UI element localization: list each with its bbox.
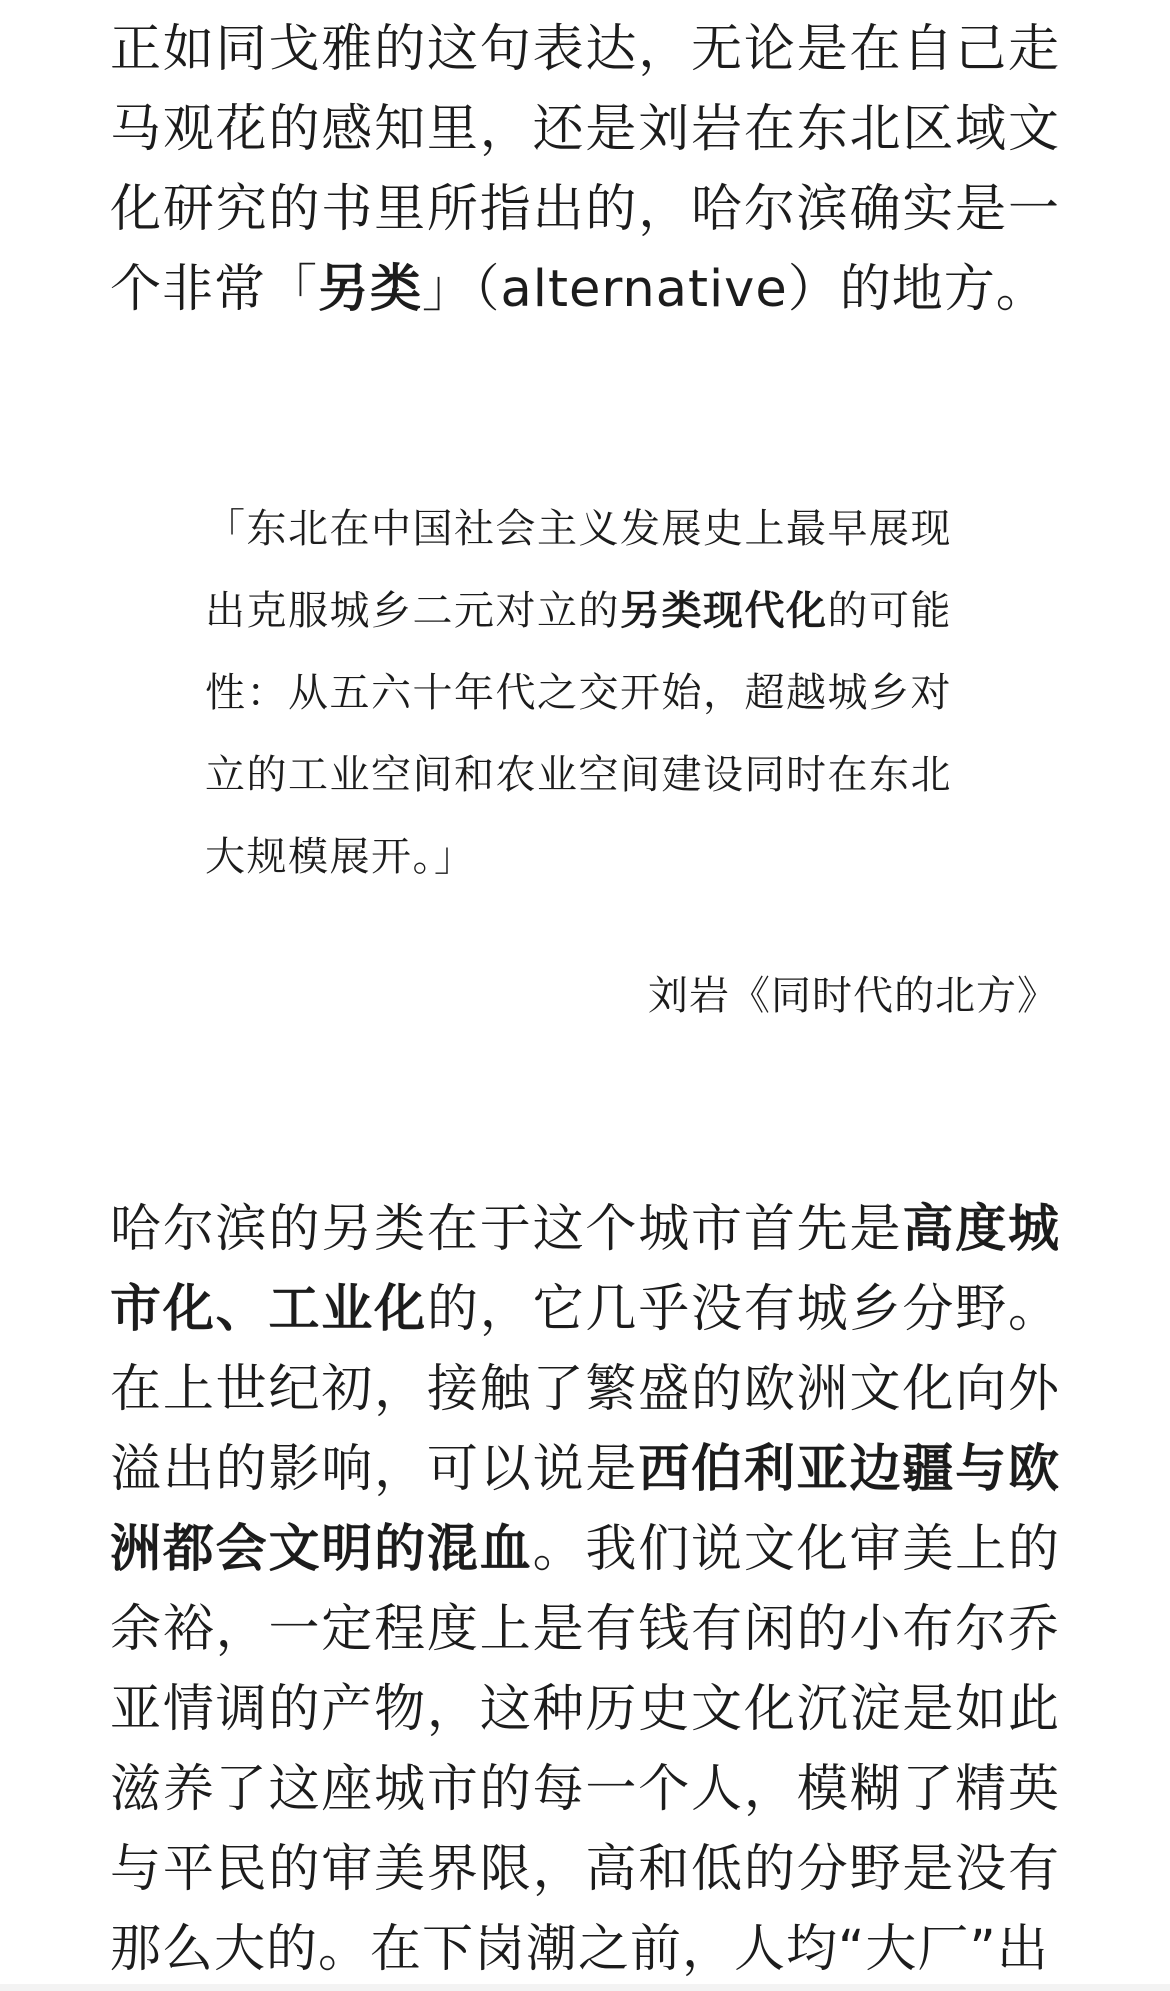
quote-text: 的可能性：从五六十年代之交开始，超越城乡对立的工业空间和农业空间建设同时在东北大规模展开。」 bbox=[205, 588, 952, 880]
bold-emphasis: 高度城市化、工业化 bbox=[110, 1200, 1060, 1339]
quote-text: 「东北在中国社会主义发展史上最早展现出克服城乡二元对立的 bbox=[205, 506, 952, 634]
bold-emphasis: 西伯利亚边疆与欧洲都会文明的混血 bbox=[110, 1440, 1060, 1579]
paragraph-text: 」（alternative）的地方。 bbox=[422, 260, 1048, 319]
bottom-divider bbox=[0, 1984, 1170, 1991]
paragraph-text: 的，它几乎没有城乡分野。在上世纪初，接触了繁盛的欧洲文化向外溢出的影响，可以说是 bbox=[110, 1280, 1060, 1499]
quote-attribution: 刘岩《同时代的北方》 bbox=[648, 973, 1058, 1019]
bold-emphasis: 另类 bbox=[318, 260, 423, 319]
paragraph-text: 正如同戈雅的这句表达，无论是在自己走马观花的感知里，还是刘岩在东北区域文化研究的书里所指出的，哈尔滨确实是一个非常「 bbox=[110, 20, 1060, 319]
paragraph-text: 哈尔滨的另类在于这个城市首先是 bbox=[110, 1200, 903, 1259]
bold-emphasis: 另类现代化 bbox=[620, 588, 828, 634]
paragraph-body bbox=[110, 1190, 1060, 1990]
blockquote bbox=[205, 488, 975, 898]
paragraph-intro bbox=[110, 10, 1060, 330]
paragraph-text: 。我们说文化审美上的余裕，一定程度上是有钱有闲的小布尔乔亚情调的产物，这种历史文化沉淀是如此滋养了这座城市的每一个人，模糊了精英与平民的审美界限，高和低的分野是没有那么大的。在下岗潮之前，人均“大厂”出 bbox=[110, 1520, 1060, 1979]
